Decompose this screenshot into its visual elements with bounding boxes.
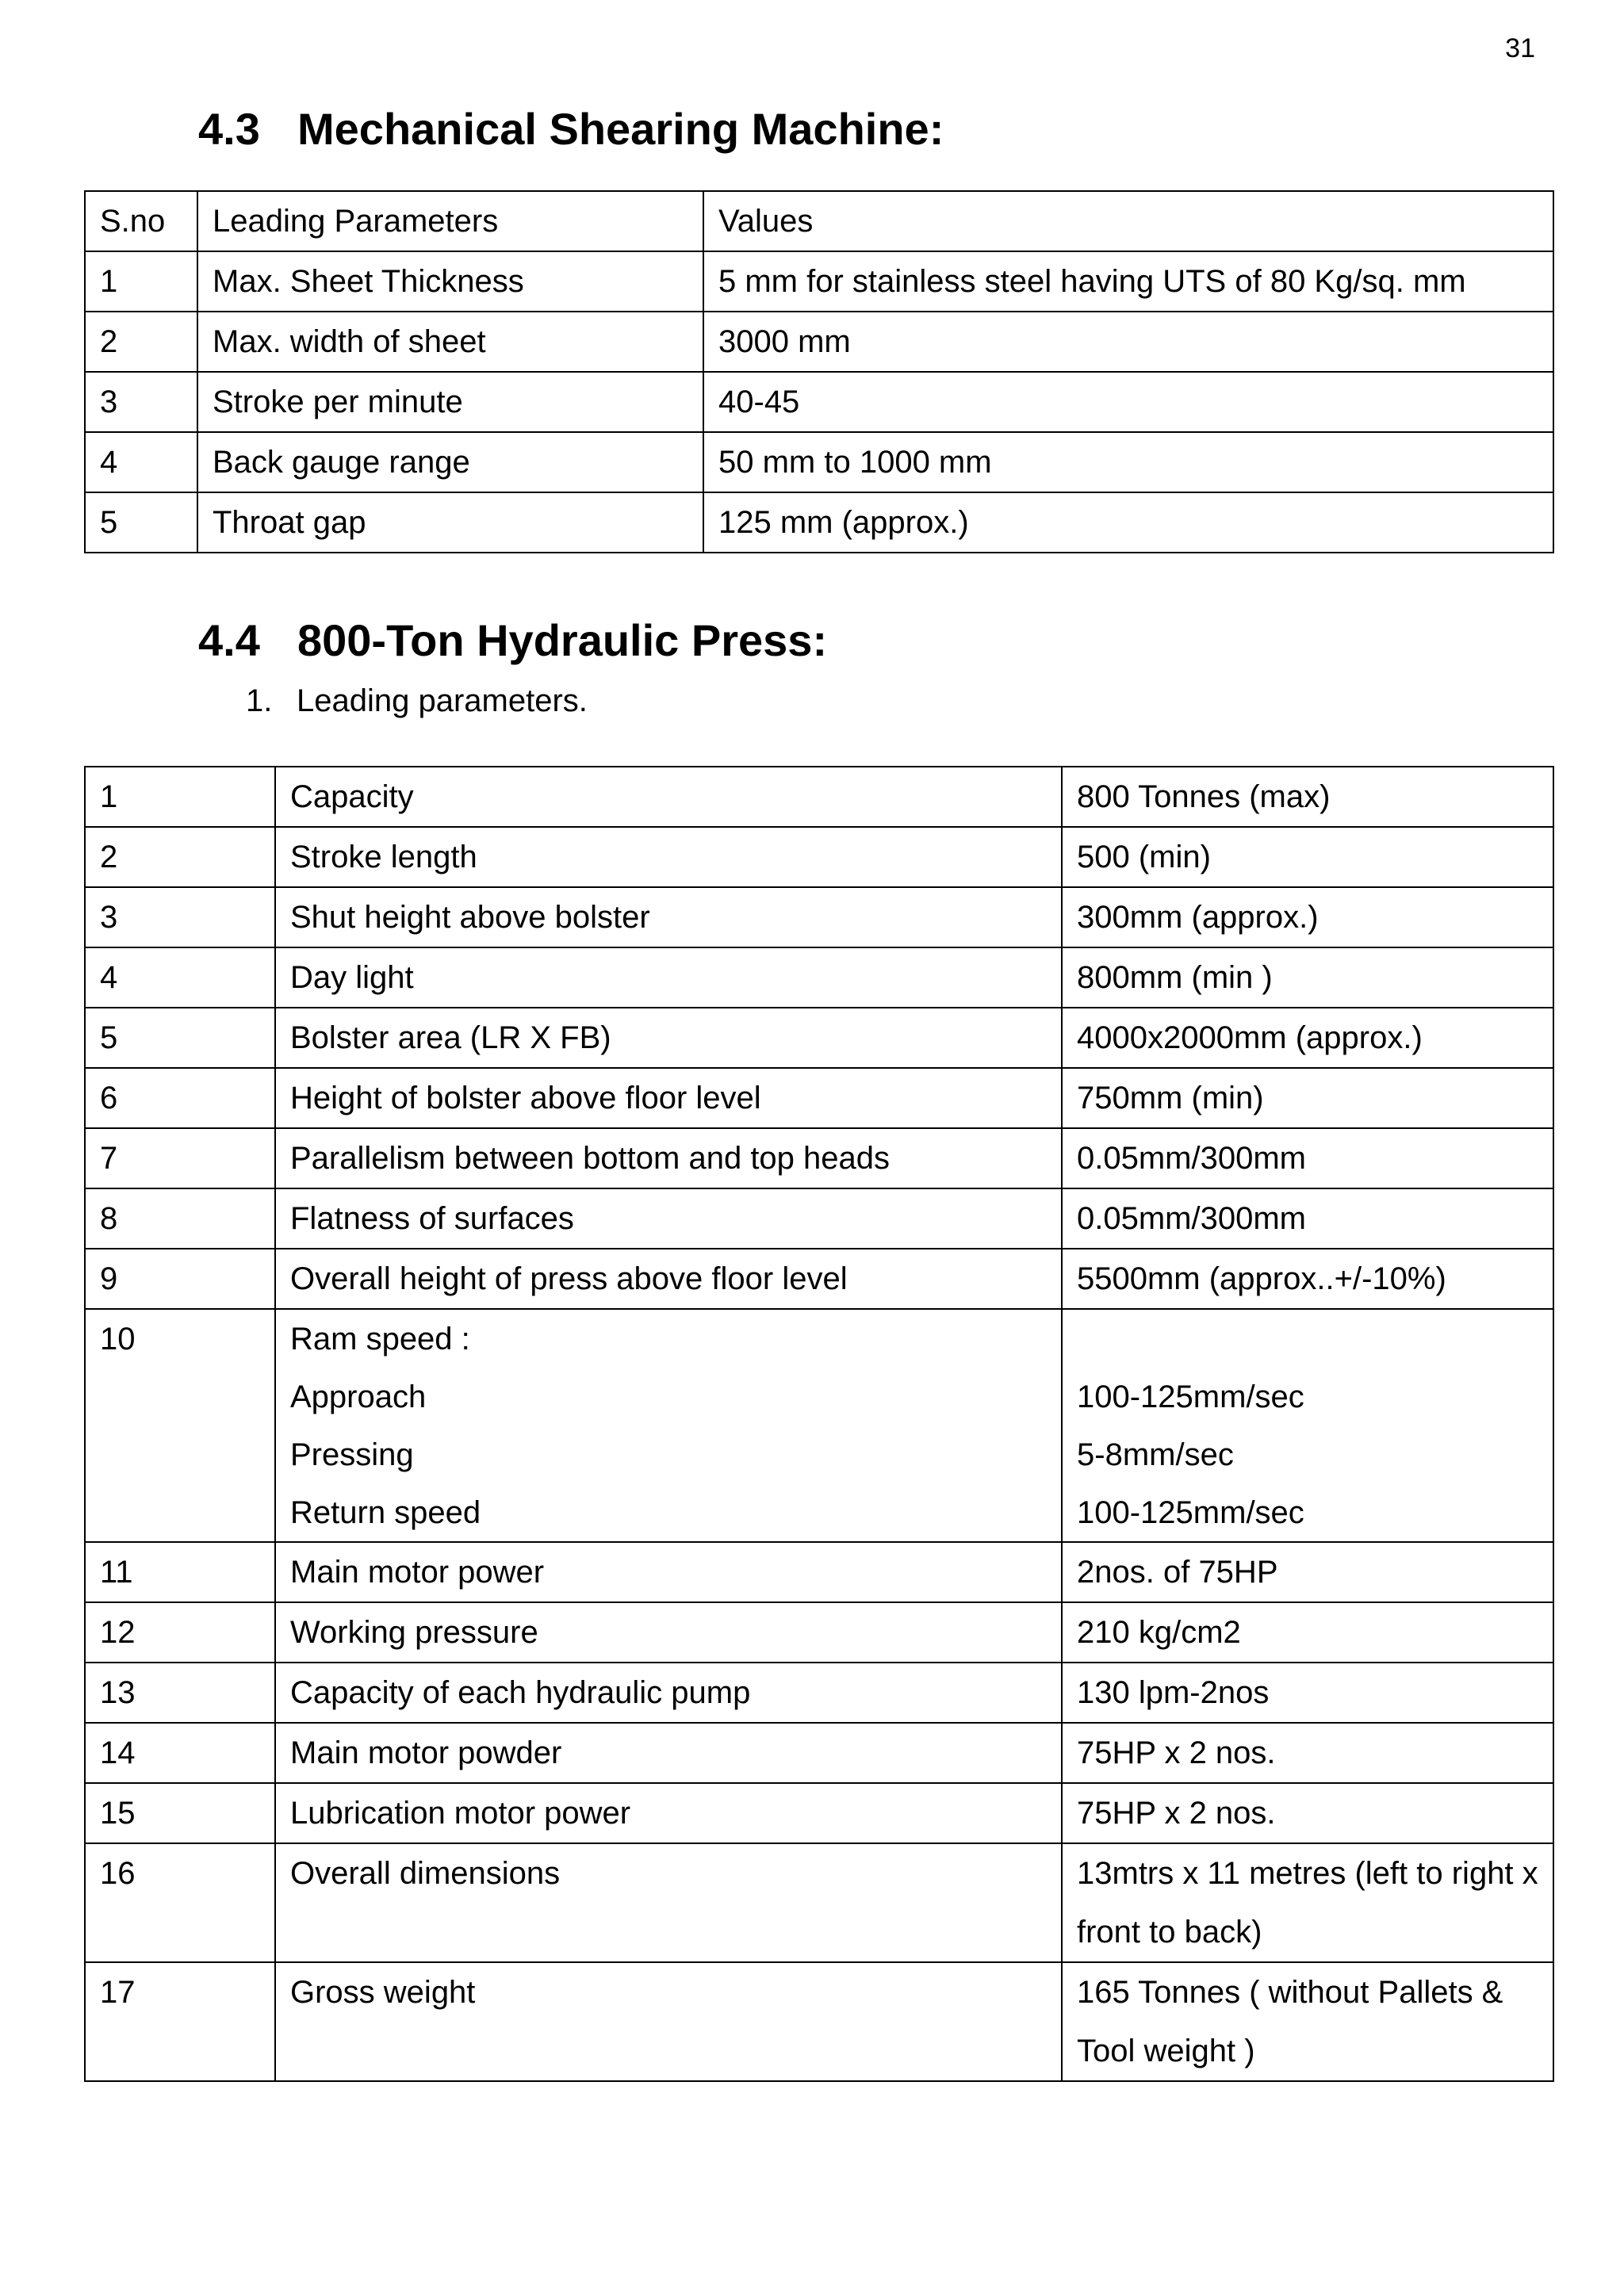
table-row (85, 1188, 1553, 1249)
table-row (85, 1783, 1553, 1843)
table-row (85, 432, 1553, 492)
table-row (85, 1008, 1553, 1068)
cell-parameter: Overall height of press above floor level (275, 1249, 1062, 1309)
cell-value: 75HP x 2 nos. (1062, 1783, 1553, 1843)
table-row (85, 1843, 1553, 1962)
cell-sno: 5 (85, 1008, 275, 1068)
cell-parameter: Shut height above bolster (275, 887, 1062, 947)
table-row (85, 1962, 1553, 2081)
section-heading-shearing-machine (198, 103, 944, 155)
cell-value: 4000x2000mm (approx.) (1062, 1008, 1553, 1068)
cell-sno: 11 (85, 1542, 275, 1602)
cell-value: 500 (min) (1062, 827, 1553, 887)
cell-sno: 10 (85, 1309, 275, 1542)
ram-speed-spacer (1077, 1310, 1538, 1368)
section-number: 4.3 (198, 104, 260, 154)
cell-value: 800 Tonnes (max) (1062, 767, 1553, 827)
cell-value: 75HP x 2 nos. (1062, 1723, 1553, 1783)
cell-value: 0.05mm/300mm (1062, 1128, 1553, 1188)
table-row (85, 1663, 1553, 1723)
table-row (85, 1249, 1553, 1309)
cell-sno: 2 (85, 827, 275, 887)
cell-parameter-ram-speed (275, 1309, 1062, 1542)
cell-parameter: Day light (275, 947, 1062, 1008)
table-row (85, 767, 1553, 827)
table-row-ram-speed (85, 1309, 1553, 1542)
cell-value: 50 mm to 1000 mm (703, 432, 1553, 492)
table-row (85, 827, 1553, 887)
table-row (85, 1602, 1553, 1663)
cell-value-ram-speed (1062, 1309, 1553, 1542)
cell-sno: 7 (85, 1128, 275, 1188)
section-heading-hydraulic-press (198, 614, 827, 666)
cell-value: 5500mm (approx..+/-10%) (1062, 1249, 1553, 1309)
table-row (85, 312, 1553, 372)
cell-parameter: Main motor powder (275, 1723, 1062, 1783)
cell-sno: 3 (85, 887, 275, 947)
cell-sno: 13 (85, 1663, 275, 1723)
cell-parameter: Max. width of sheet (197, 312, 703, 372)
cell-value: 125 mm (approx.) (703, 492, 1553, 553)
cell-value: 0.05mm/300mm (1062, 1188, 1553, 1249)
list-item-text: Leading parameters. (297, 683, 588, 718)
table-row (85, 1068, 1553, 1128)
ram-speed-approach-label: Approach (290, 1380, 427, 1414)
cell-parameter: Lubrication motor power (275, 1783, 1062, 1843)
cell-sno: 14 (85, 1723, 275, 1783)
cell-value: 13mtrs x 11 metres (left to right x front to back) (1062, 1843, 1553, 1962)
cell-sno: 17 (85, 1962, 275, 2081)
ram-speed-title: Ram speed : (290, 1322, 470, 1357)
cell-sno: 3 (85, 372, 197, 432)
cell-sno: 9 (85, 1249, 275, 1309)
ram-speed-return-label: Return speed (290, 1495, 481, 1530)
header-cell-values: Values (703, 191, 1553, 251)
cell-parameter: Main motor power (275, 1542, 1062, 1602)
header-cell-parameters: Leading Parameters (197, 191, 703, 251)
ram-speed-return-value: 100-125mm/sec (1077, 1495, 1304, 1530)
cell-sno: 5 (85, 492, 197, 553)
cell-parameter: Overall dimensions (275, 1843, 1062, 1962)
cell-value: 5 mm for stainless steel having UTS of 80 Kg/sq. mm (703, 251, 1553, 312)
cell-value: 40-45 (703, 372, 1553, 432)
table-row (85, 372, 1553, 432)
cell-value: 800mm (min ) (1062, 947, 1553, 1008)
cell-value: 130 lpm-2nos (1062, 1663, 1553, 1723)
table-header-row (85, 191, 1553, 251)
cell-parameter: Working pressure (275, 1602, 1062, 1663)
cell-value: 300mm (approx.) (1062, 887, 1553, 947)
list-item-number: 1. (246, 683, 273, 718)
cell-parameter: Gross weight (275, 1962, 1062, 2081)
ram-speed-pressing-label: Pressing (290, 1437, 414, 1472)
cell-value: 210 kg/cm2 (1062, 1602, 1553, 1663)
cell-parameter: Stroke length (275, 827, 1062, 887)
table-row (85, 1542, 1553, 1602)
cell-parameter: Throat gap (197, 492, 703, 553)
cell-parameter: Bolster area (LR X FB) (275, 1008, 1062, 1068)
shearing-machine-table (84, 190, 1554, 553)
ram-speed-pressing-value: 5-8mm/sec (1077, 1437, 1234, 1472)
cell-parameter: Stroke per minute (197, 372, 703, 432)
cell-sno: 2 (85, 312, 197, 372)
section-number: 4.4 (198, 615, 260, 665)
hydraulic-press-table (84, 766, 1554, 2082)
section-title: Mechanical Shearing Machine: (297, 104, 944, 154)
cell-parameter: Flatness of surfaces (275, 1188, 1062, 1249)
cell-sno: 8 (85, 1188, 275, 1249)
list-item-leading-parameters (246, 683, 588, 719)
cell-sno: 4 (85, 432, 197, 492)
cell-parameter: Back gauge range (197, 432, 703, 492)
cell-sno: 15 (85, 1783, 275, 1843)
cell-parameter: Parallelism between bottom and top heads (275, 1128, 1062, 1188)
cell-parameter: Capacity (275, 767, 1062, 827)
table-row (85, 947, 1553, 1008)
table-row (85, 1723, 1553, 1783)
cell-sno: 6 (85, 1068, 275, 1128)
cell-sno: 1 (85, 767, 275, 827)
page-number: 31 (1505, 33, 1535, 63)
cell-value: 3000 mm (703, 312, 1553, 372)
cell-parameter: Max. Sheet Thickness (197, 251, 703, 312)
cell-sno: 16 (85, 1843, 275, 1962)
cell-parameter: Height of bolster above floor level (275, 1068, 1062, 1128)
ram-speed-approach-value: 100-125mm/sec (1077, 1380, 1304, 1414)
cell-sno: 12 (85, 1602, 275, 1663)
table-row (85, 1128, 1553, 1188)
table-row (85, 251, 1553, 312)
cell-sno: 1 (85, 251, 197, 312)
table-row (85, 887, 1553, 947)
section-title: 800-Ton Hydraulic Press: (297, 615, 828, 665)
cell-value: 750mm (min) (1062, 1068, 1553, 1128)
cell-value: 2nos. of 75HP (1062, 1542, 1553, 1602)
table-row (85, 492, 1553, 553)
cell-value: 165 Tonnes ( without Pallets & Tool weight ) (1062, 1962, 1553, 2081)
header-cell-sno: S.no (85, 191, 197, 251)
cell-sno: 4 (85, 947, 275, 1008)
cell-parameter: Capacity of each hydraulic pump (275, 1663, 1062, 1723)
